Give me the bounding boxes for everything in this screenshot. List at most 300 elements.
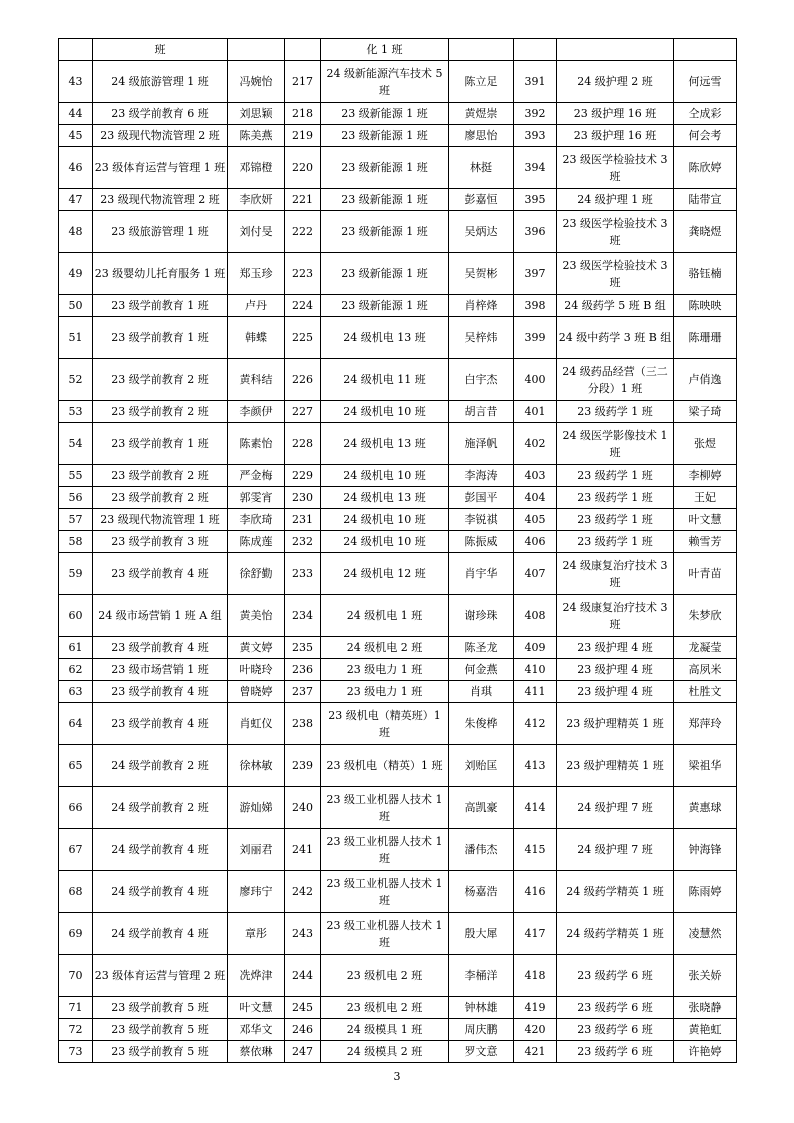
cell-name-a: 黄科结	[228, 359, 285, 401]
cell-seq-a: 67	[59, 829, 93, 871]
cell-seq-a: 68	[59, 871, 93, 913]
cell-seq-b: 235	[285, 637, 321, 659]
cell-name-a: 蔡依琳	[228, 1041, 285, 1063]
cell-seq-c: 415	[514, 829, 557, 871]
cell-name-c: 杜胜文	[674, 681, 737, 703]
cell-seq-b: 245	[285, 997, 321, 1019]
cell-seq-c	[514, 39, 557, 61]
cell-class-c: 23 级护理精英 1 班	[557, 703, 674, 745]
cell-class-a: 23 级现代物流管理 1 班	[93, 509, 228, 531]
cell-name-a: 黄美怡	[228, 595, 285, 637]
cell-name-c: 张煜	[674, 423, 737, 465]
cell-class-a: 23 级学前教育 2 班	[93, 359, 228, 401]
cell-seq-a: 60	[59, 595, 93, 637]
cell-name-c: 王妃	[674, 487, 737, 509]
cell-name-c: 陈珊珊	[674, 317, 737, 359]
cell-seq-c: 391	[514, 61, 557, 103]
cell-name-b	[449, 39, 514, 61]
cell-seq-a: 50	[59, 295, 93, 317]
cell-name-c: 陈映映	[674, 295, 737, 317]
cell-seq-a: 73	[59, 1041, 93, 1063]
cell-name-b: 林挺	[449, 147, 514, 189]
cell-name-a: 李欣妍	[228, 189, 285, 211]
table-row	[59, 637, 737, 659]
cell-class-a: 班	[93, 39, 228, 61]
cell-seq-b: 220	[285, 147, 321, 189]
cell-name-c: 仝成彩	[674, 103, 737, 125]
cell-seq-b: 243	[285, 913, 321, 955]
cell-seq-c: 419	[514, 997, 557, 1019]
cell-seq-a	[59, 39, 93, 61]
cell-seq-a: 63	[59, 681, 93, 703]
cell-name-c: 赖雪芳	[674, 531, 737, 553]
cell-name-a: 游灿娣	[228, 787, 285, 829]
cell-class-c: 24 级药学精英 1 班	[557, 871, 674, 913]
cell-name-a: 徐林敏	[228, 745, 285, 787]
cell-seq-c: 410	[514, 659, 557, 681]
cell-name-b: 彭国平	[449, 487, 514, 509]
cell-name-b: 吴炳达	[449, 211, 514, 253]
cell-class-b: 23 级新能源 1 班	[321, 253, 449, 295]
cell-seq-a: 55	[59, 465, 93, 487]
cell-class-c: 24 级康复治疗技术 3 班	[557, 553, 674, 595]
cell-name-b: 朱俊桦	[449, 703, 514, 745]
cell-seq-a: 49	[59, 253, 93, 295]
cell-class-a: 23 级市场营销 1 班	[93, 659, 228, 681]
cell-class-a: 23 级学前教育 4 班	[93, 637, 228, 659]
cell-seq-c: 402	[514, 423, 557, 465]
cell-class-c: 24 级护理 7 班	[557, 787, 674, 829]
cell-class-c: 23 级药学 1 班	[557, 531, 674, 553]
cell-class-a: 23 级婴幼儿托育服务 1 班	[93, 253, 228, 295]
cell-name-a: 黄文婷	[228, 637, 285, 659]
cell-seq-b: 226	[285, 359, 321, 401]
cell-seq-c: 406	[514, 531, 557, 553]
cell-name-b: 施泽帆	[449, 423, 514, 465]
cell-class-b: 23 级工业机器人技术 1 班	[321, 787, 449, 829]
cell-name-b: 刘贻匡	[449, 745, 514, 787]
table-row	[59, 487, 737, 509]
cell-name-c: 龙凝莹	[674, 637, 737, 659]
cell-class-b: 23 级新能源 1 班	[321, 103, 449, 125]
cell-class-a: 23 级旅游管理 1 班	[93, 211, 228, 253]
cell-name-b: 黄煜崇	[449, 103, 514, 125]
table-row	[59, 829, 737, 871]
cell-name-c	[674, 39, 737, 61]
cell-name-a: 刘丽君	[228, 829, 285, 871]
cell-name-c: 许艳婷	[674, 1041, 737, 1063]
table-row	[59, 295, 737, 317]
cell-name-c: 张关娇	[674, 955, 737, 997]
cell-seq-a: 71	[59, 997, 93, 1019]
cell-seq-a: 61	[59, 637, 93, 659]
cell-class-b: 23 级新能源 1 班	[321, 147, 449, 189]
cell-name-c: 陆带宣	[674, 189, 737, 211]
cell-name-b: 何金燕	[449, 659, 514, 681]
cell-seq-a: 56	[59, 487, 93, 509]
cell-name-c: 钟海锋	[674, 829, 737, 871]
cell-class-c: 23 级医学检验技术 3 班	[557, 211, 674, 253]
cell-name-c: 张晓静	[674, 997, 737, 1019]
cell-name-c: 李柳婷	[674, 465, 737, 487]
cell-name-c: 梁子琦	[674, 401, 737, 423]
cell-seq-c: 403	[514, 465, 557, 487]
table-row	[59, 1041, 737, 1063]
cell-name-c: 陈雨婷	[674, 871, 737, 913]
cell-class-c: 24 级护理 7 班	[557, 829, 674, 871]
cell-name-a: 邓锦橙	[228, 147, 285, 189]
cell-name-b: 周庆鹏	[449, 1019, 514, 1041]
cell-seq-b: 221	[285, 189, 321, 211]
cell-name-a: 陈素怡	[228, 423, 285, 465]
cell-class-c: 24 级康复治疗技术 3 班	[557, 595, 674, 637]
cell-class-b: 23 级机电（精英）1 班	[321, 745, 449, 787]
cell-seq-c: 407	[514, 553, 557, 595]
cell-seq-c: 398	[514, 295, 557, 317]
cell-name-a: 陈成莲	[228, 531, 285, 553]
table-row	[59, 595, 737, 637]
cell-seq-a: 53	[59, 401, 93, 423]
cell-class-c: 23 级护理 4 班	[557, 681, 674, 703]
cell-class-b: 24 级模具 1 班	[321, 1019, 449, 1041]
cell-class-b: 24 级新能源汽车技术 5 班	[321, 61, 449, 103]
cell-class-c: 23 级护理 4 班	[557, 637, 674, 659]
cell-name-a: 严金梅	[228, 465, 285, 487]
table-row	[59, 359, 737, 401]
cell-seq-a: 62	[59, 659, 93, 681]
cell-seq-c: 416	[514, 871, 557, 913]
cell-seq-b: 238	[285, 703, 321, 745]
cell-seq-a: 46	[59, 147, 93, 189]
cell-seq-a: 64	[59, 703, 93, 745]
cell-class-b: 24 级机电 10 班	[321, 465, 449, 487]
cell-name-b: 杨嘉浩	[449, 871, 514, 913]
cell-class-a: 23 级学前教育 2 班	[93, 487, 228, 509]
cell-class-b: 23 级工业机器人技术 1 班	[321, 913, 449, 955]
cell-seq-c: 395	[514, 189, 557, 211]
table-row	[59, 871, 737, 913]
cell-class-b: 23 级新能源 1 班	[321, 295, 449, 317]
cell-name-c: 梁祖华	[674, 745, 737, 787]
cell-name-a: 冯婉怡	[228, 61, 285, 103]
cell-seq-b: 223	[285, 253, 321, 295]
cell-name-b: 高凯豪	[449, 787, 514, 829]
cell-class-b: 23 级电力 1 班	[321, 659, 449, 681]
cell-name-b: 李锐祺	[449, 509, 514, 531]
cell-seq-c: 392	[514, 103, 557, 125]
table-row	[59, 509, 737, 531]
cell-class-c: 23 级护理精英 1 班	[557, 745, 674, 787]
cell-name-a: 刘思颖	[228, 103, 285, 125]
cell-seq-c: 394	[514, 147, 557, 189]
cell-seq-c: 405	[514, 509, 557, 531]
table-row	[59, 253, 737, 295]
cell-class-c: 23 级药学 1 班	[557, 487, 674, 509]
cell-seq-a: 48	[59, 211, 93, 253]
cell-class-a: 23 级学前教育 4 班	[93, 553, 228, 595]
cell-class-c: 23 级护理 16 班	[557, 103, 674, 125]
cell-seq-b: 231	[285, 509, 321, 531]
cell-name-a: 肖虹仪	[228, 703, 285, 745]
cell-seq-a: 65	[59, 745, 93, 787]
cell-seq-c: 396	[514, 211, 557, 253]
cell-seq-b: 218	[285, 103, 321, 125]
cell-seq-c: 401	[514, 401, 557, 423]
cell-class-a: 23 级学前教育 5 班	[93, 997, 228, 1019]
cell-seq-a: 69	[59, 913, 93, 955]
cell-name-b: 陈振威	[449, 531, 514, 553]
cell-class-b: 24 级机电 1 班	[321, 595, 449, 637]
cell-seq-a: 58	[59, 531, 93, 553]
cell-name-a: 曾晓婷	[228, 681, 285, 703]
cell-name-b: 吴贺彬	[449, 253, 514, 295]
cell-seq-b: 222	[285, 211, 321, 253]
cell-class-a: 23 级学前教育 4 班	[93, 681, 228, 703]
table-row	[59, 913, 737, 955]
cell-seq-b: 241	[285, 829, 321, 871]
cell-class-c: 23 级药学 1 班	[557, 465, 674, 487]
cell-class-a: 23 级现代物流管理 2 班	[93, 189, 228, 211]
cell-seq-a: 59	[59, 553, 93, 595]
cell-seq-c: 421	[514, 1041, 557, 1063]
cell-name-b: 谢珍珠	[449, 595, 514, 637]
cell-class-b: 24 级模具 2 班	[321, 1041, 449, 1063]
cell-seq-a: 51	[59, 317, 93, 359]
cell-class-a: 23 级学前教育 6 班	[93, 103, 228, 125]
cell-name-c: 何远雪	[674, 61, 737, 103]
table-row	[59, 1019, 737, 1041]
cell-name-b: 李海涛	[449, 465, 514, 487]
roster-table	[58, 38, 737, 1063]
cell-name-c: 叶青苗	[674, 553, 737, 595]
cell-class-a: 23 级学前教育 1 班	[93, 317, 228, 359]
cell-name-b: 胡言昔	[449, 401, 514, 423]
cell-name-b: 潘伟杰	[449, 829, 514, 871]
cell-seq-b	[285, 39, 321, 61]
cell-name-b: 殷大犀	[449, 913, 514, 955]
table-row	[59, 125, 737, 147]
cell-name-c: 骆钰楠	[674, 253, 737, 295]
cell-class-c: 23 级药学 6 班	[557, 1019, 674, 1041]
cell-class-a: 23 级体育运营与管理 1 班	[93, 147, 228, 189]
cell-seq-b: 246	[285, 1019, 321, 1041]
table-row	[59, 745, 737, 787]
cell-seq-a: 72	[59, 1019, 93, 1041]
cell-name-b: 彭嘉恒	[449, 189, 514, 211]
cell-name-a: 卢丹	[228, 295, 285, 317]
cell-class-b: 24 级机电 10 班	[321, 401, 449, 423]
cell-name-c: 陈欣婷	[674, 147, 737, 189]
cell-class-b: 24 级机电 11 班	[321, 359, 449, 401]
cell-class-a: 23 级学前教育 3 班	[93, 531, 228, 553]
cell-seq-c: 412	[514, 703, 557, 745]
table-row	[59, 317, 737, 359]
table-row	[59, 61, 737, 103]
cell-name-a: 陈美燕	[228, 125, 285, 147]
cell-class-c	[557, 39, 674, 61]
cell-class-a: 23 级学前教育 1 班	[93, 295, 228, 317]
cell-class-c: 24 级医学影像技术 1 班	[557, 423, 674, 465]
cell-name-c: 高夙米	[674, 659, 737, 681]
cell-seq-a: 45	[59, 125, 93, 147]
cell-class-c: 24 级中药学 3 班 B 组	[557, 317, 674, 359]
cell-class-c: 23 级药学 6 班	[557, 955, 674, 997]
cell-name-a: 郑玉珍	[228, 253, 285, 295]
cell-seq-b: 247	[285, 1041, 321, 1063]
table-row	[59, 423, 737, 465]
cell-name-a: 郭雯宵	[228, 487, 285, 509]
table-row	[59, 531, 737, 553]
cell-seq-c: 417	[514, 913, 557, 955]
cell-seq-b: 232	[285, 531, 321, 553]
cell-class-c: 24 级药品经营（三二分段）1 班	[557, 359, 674, 401]
cell-name-a: 韩蝶	[228, 317, 285, 359]
cell-class-c: 23 级护理 16 班	[557, 125, 674, 147]
cell-seq-c: 418	[514, 955, 557, 997]
cell-class-a: 24 级旅游管理 1 班	[93, 61, 228, 103]
cell-name-c: 龚晓煜	[674, 211, 737, 253]
cell-class-c: 23 级药学 6 班	[557, 1041, 674, 1063]
cell-seq-a: 44	[59, 103, 93, 125]
cell-name-b: 李桶洋	[449, 955, 514, 997]
cell-seq-c: 413	[514, 745, 557, 787]
cell-class-c: 24 级护理 2 班	[557, 61, 674, 103]
table-row	[59, 997, 737, 1019]
cell-name-a: 冼烨津	[228, 955, 285, 997]
cell-name-c: 郑萍玲	[674, 703, 737, 745]
cell-name-a: 李欣琦	[228, 509, 285, 531]
cell-class-c: 23 级药学 6 班	[557, 997, 674, 1019]
cell-seq-c: 393	[514, 125, 557, 147]
cell-class-b: 24 级机电 10 班	[321, 509, 449, 531]
cell-class-c: 23 级药学 1 班	[557, 401, 674, 423]
cell-class-a: 23 级学前教育 4 班	[93, 703, 228, 745]
cell-seq-a: 43	[59, 61, 93, 103]
cell-seq-c: 399	[514, 317, 557, 359]
page-number: 3	[393, 1070, 401, 1083]
cell-class-b: 23 级机电 2 班	[321, 955, 449, 997]
cell-name-b: 陈立足	[449, 61, 514, 103]
cell-class-b: 24 级机电 13 班	[321, 487, 449, 509]
cell-name-a: 徐舒勤	[228, 553, 285, 595]
cell-class-b: 23 级电力 1 班	[321, 681, 449, 703]
cell-seq-b: 229	[285, 465, 321, 487]
cell-name-a: 叶文慧	[228, 997, 285, 1019]
cell-class-a: 23 级学前教育 2 班	[93, 465, 228, 487]
cell-class-a: 24 级学前教育 4 班	[93, 913, 228, 955]
cell-seq-a: 52	[59, 359, 93, 401]
cell-class-b: 24 级机电 12 班	[321, 553, 449, 595]
cell-class-c: 23 级药学 1 班	[557, 509, 674, 531]
cell-class-b: 24 级机电 13 班	[321, 317, 449, 359]
cell-seq-b: 217	[285, 61, 321, 103]
table-row	[59, 465, 737, 487]
cell-seq-b: 224	[285, 295, 321, 317]
table-row	[59, 401, 737, 423]
cell-name-a: 章彤	[228, 913, 285, 955]
table-row	[59, 703, 737, 745]
cell-seq-a: 54	[59, 423, 93, 465]
cell-class-a: 23 级学前教育 1 班	[93, 423, 228, 465]
cell-class-b: 23 级新能源 1 班	[321, 125, 449, 147]
cell-class-c: 24 级药学 5 班 B 组	[557, 295, 674, 317]
cell-name-c: 何会考	[674, 125, 737, 147]
cell-class-b: 24 级机电 10 班	[321, 531, 449, 553]
cell-class-a: 24 级学前教育 2 班	[93, 787, 228, 829]
cell-class-c: 24 级护理 1 班	[557, 189, 674, 211]
cell-seq-b: 234	[285, 595, 321, 637]
roster-body	[59, 39, 737, 1063]
cell-seq-b: 239	[285, 745, 321, 787]
cell-class-a: 23 级学前教育 5 班	[93, 1019, 228, 1041]
cell-name-a: 邓华文	[228, 1019, 285, 1041]
cell-name-c: 朱梦欣	[674, 595, 737, 637]
cell-class-b: 23 级机电（精英班）1 班	[321, 703, 449, 745]
cell-name-a: 廖玮宁	[228, 871, 285, 913]
cell-class-b: 化 1 班	[321, 39, 449, 61]
cell-class-c: 23 级医学检验技术 3 班	[557, 147, 674, 189]
cell-seq-a: 47	[59, 189, 93, 211]
cell-name-a: 刘付旻	[228, 211, 285, 253]
cell-class-b: 23 级新能源 1 班	[321, 189, 449, 211]
cell-class-a: 23 级学前教育 2 班	[93, 401, 228, 423]
cell-name-a	[228, 39, 285, 61]
cell-class-b: 23 级机电 2 班	[321, 997, 449, 1019]
cell-name-b: 罗文意	[449, 1041, 514, 1063]
cell-seq-b: 236	[285, 659, 321, 681]
cell-class-b: 23 级工业机器人技术 1 班	[321, 871, 449, 913]
cell-class-b: 23 级新能源 1 班	[321, 211, 449, 253]
cell-seq-c: 414	[514, 787, 557, 829]
table-row	[59, 189, 737, 211]
cell-seq-c: 420	[514, 1019, 557, 1041]
table-row	[59, 39, 737, 61]
cell-seq-b: 227	[285, 401, 321, 423]
cell-class-a: 24 级学前教育 4 班	[93, 871, 228, 913]
cell-class-a: 24 级学前教育 4 班	[93, 829, 228, 871]
cell-name-b: 白宇杰	[449, 359, 514, 401]
cell-class-c: 23 级医学检验技术 3 班	[557, 253, 674, 295]
cell-seq-c: 409	[514, 637, 557, 659]
cell-class-a: 23 级学前教育 5 班	[93, 1041, 228, 1063]
cell-name-b: 廖思怡	[449, 125, 514, 147]
cell-class-b: 24 级机电 13 班	[321, 423, 449, 465]
cell-seq-c: 397	[514, 253, 557, 295]
cell-seq-b: 242	[285, 871, 321, 913]
table-row	[59, 211, 737, 253]
cell-seq-c: 400	[514, 359, 557, 401]
cell-class-c: 24 级药学精英 1 班	[557, 913, 674, 955]
cell-seq-c: 411	[514, 681, 557, 703]
table-row	[59, 553, 737, 595]
cell-name-b: 肖宇华	[449, 553, 514, 595]
table-row	[59, 681, 737, 703]
cell-name-c: 叶文慧	[674, 509, 737, 531]
cell-name-b: 肖梓烽	[449, 295, 514, 317]
cell-name-b: 吴梓炜	[449, 317, 514, 359]
cell-class-a: 23 级体育运营与管理 2 班	[93, 955, 228, 997]
cell-class-b: 24 级机电 2 班	[321, 637, 449, 659]
cell-seq-c: 404	[514, 487, 557, 509]
cell-class-a: 24 级学前教育 2 班	[93, 745, 228, 787]
cell-seq-b: 233	[285, 553, 321, 595]
cell-name-c: 卢俏逸	[674, 359, 737, 401]
cell-name-c: 黄艳虹	[674, 1019, 737, 1041]
cell-seq-a: 70	[59, 955, 93, 997]
cell-seq-b: 219	[285, 125, 321, 147]
cell-seq-a: 66	[59, 787, 93, 829]
cell-seq-b: 230	[285, 487, 321, 509]
